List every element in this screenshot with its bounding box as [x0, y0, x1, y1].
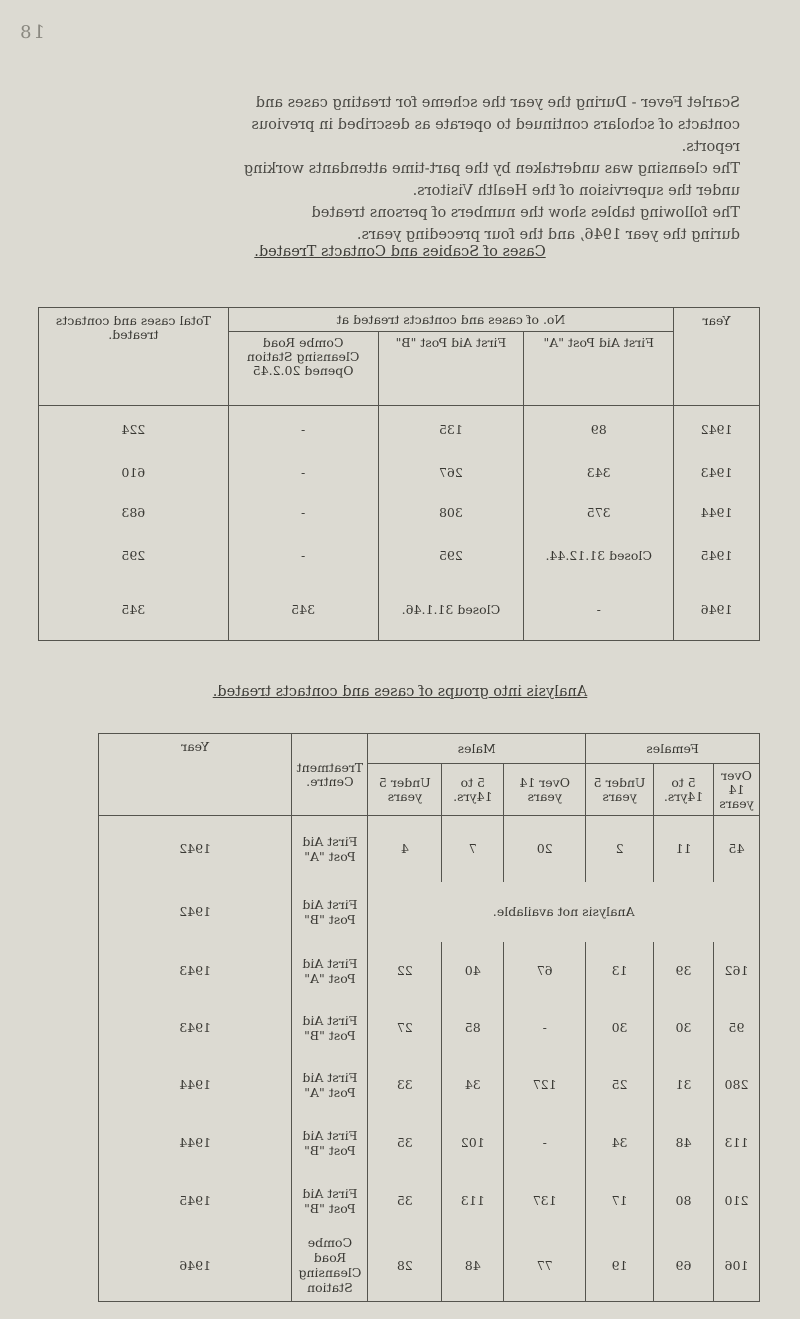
centre-cell: First Aid Post "A"	[292, 1056, 368, 1114]
analysis-table	[38, 733, 760, 1302]
male-under5-cell: 4	[368, 816, 442, 882]
centre-cell: First Aid Post "A"	[292, 942, 368, 1000]
table-row	[39, 816, 760, 882]
first-aid-a-cell: 375	[524, 493, 674, 533]
female-over14-cell: 280	[714, 1056, 760, 1114]
total-cell: 345	[39, 579, 229, 641]
male-under5-cell: 35	[368, 1114, 442, 1172]
first-aid-b-cell: 295	[378, 533, 524, 579]
male-5-14-cell: 7	[442, 816, 504, 882]
five14-header: 5 to 14yrs.	[654, 764, 714, 816]
year-cell: 1943	[98, 1000, 292, 1056]
intro-line: The following tables show the numbers of persons treated	[311, 205, 740, 221]
combe-road-header: Combe Road Cleansing Station Opened 20.2.45	[228, 332, 378, 406]
first-aid-a-cell: 89	[524, 406, 674, 453]
table-row	[39, 533, 760, 579]
intro-line: The cleansing was undertaken by the part-time attendants working	[243, 161, 740, 177]
under5-header: Under 5 years	[368, 764, 442, 816]
table-row	[39, 1114, 760, 1172]
female-5-14-cell: 39	[654, 942, 714, 1000]
total-cell: 683	[39, 493, 229, 533]
centre-cell: Combe Road Cleansing Station	[292, 1230, 368, 1302]
table-row	[39, 1000, 760, 1056]
female-under5-cell: 13	[586, 942, 654, 1000]
table-row	[39, 882, 760, 942]
year-cell: 1944	[98, 1056, 292, 1114]
table-row	[39, 1172, 760, 1230]
combe-road-cell: -	[228, 406, 378, 453]
year-cell: 1942	[674, 406, 760, 453]
intro-text	[50, 92, 740, 246]
female-5-14-cell: 30	[654, 1000, 714, 1056]
total-header: Total cases and contacts treated.	[39, 308, 229, 406]
first-aid-b-cell: 267	[378, 453, 524, 493]
intro-line: Scarlet Fever - During the year the scheme for treating cases and	[255, 95, 740, 111]
combe-road-cell: -	[228, 493, 378, 533]
females-header: Females	[586, 734, 760, 764]
male-over14-cell: -	[504, 1114, 586, 1172]
male-under5-cell: 35	[368, 1172, 442, 1230]
year-cell: 1943	[674, 453, 760, 493]
over14-header: Over 14 years	[714, 764, 760, 816]
table1-caption: Cases of Scabies and Contacts Treated.	[254, 244, 546, 260]
male-under5-cell: 27	[368, 1000, 442, 1056]
year-cell: 1946	[674, 579, 760, 641]
male-under5-cell: 33	[368, 1056, 442, 1114]
year-cell: 1944	[674, 493, 760, 533]
female-under5-cell: 17	[586, 1172, 654, 1230]
group-header: No. of cases and contacts treated at	[228, 308, 673, 332]
male-5-14-cell: 85	[442, 1000, 504, 1056]
female-over14-cell: 210	[714, 1172, 760, 1230]
female-under5-cell: 30	[586, 1000, 654, 1056]
female-5-14-cell: 69	[654, 1230, 714, 1302]
female-under5-cell: 2	[586, 816, 654, 882]
table-row	[39, 453, 760, 493]
table-row	[39, 1056, 760, 1114]
first-aid-a-cell: Closed 31.12.44.	[524, 533, 674, 579]
combe-road-cell: 345	[228, 579, 378, 641]
table-row	[39, 942, 760, 1000]
centre-header: Treatment Centre.	[292, 734, 368, 816]
scabies-treated-table	[38, 307, 760, 641]
female-over14-cell: 162	[714, 942, 760, 1000]
year-cell: 1942	[98, 882, 292, 942]
male-5-14-cell: 113	[442, 1172, 504, 1230]
intro-line: contacts of scholars continued to operate as described in previous	[251, 117, 740, 133]
table-row	[39, 493, 760, 533]
female-over14-cell: 113	[714, 1114, 760, 1172]
male-over14-cell: 127	[504, 1056, 586, 1114]
table2-caption: Analysis into groups of cases and contacts treated.	[212, 684, 588, 700]
male-over14-cell: -	[504, 1000, 586, 1056]
five14-header: 5 to 14yrs.	[442, 764, 504, 816]
male-5-14-cell: 48	[442, 1230, 504, 1302]
first-aid-b-cell: Closed 31.1.46.	[378, 579, 524, 641]
female-under5-cell: 25	[586, 1056, 654, 1114]
table-row	[39, 1230, 760, 1302]
centre-cell: First Aid Post "B"	[292, 1114, 368, 1172]
male-over14-cell: 77	[504, 1230, 586, 1302]
female-over14-cell: 106	[714, 1230, 760, 1302]
male-over14-cell: 20	[504, 816, 586, 882]
intro-line: under the supervision of the Health Visitors.	[412, 183, 740, 199]
female-under5-cell: 19	[586, 1230, 654, 1302]
male-over14-cell: 67	[504, 942, 586, 1000]
year-cell: 1945	[98, 1172, 292, 1230]
centre-cell: First Aid Post "B"	[292, 1000, 368, 1056]
intro-line: reports.	[681, 139, 740, 155]
table-row	[39, 406, 760, 453]
total-cell: 295	[39, 533, 229, 579]
year-header: Year	[674, 308, 760, 406]
first-aid-a-cell: -	[524, 579, 674, 641]
centre-cell: First Aid Post "B"	[292, 1172, 368, 1230]
female-5-14-cell: 80	[654, 1172, 714, 1230]
year-cell: 1943	[98, 942, 292, 1000]
centre-cell: First Aid Post "A"	[292, 816, 368, 882]
first-aid-b-cell: 135	[378, 406, 524, 453]
year-cell: 1942	[98, 816, 292, 882]
male-5-14-cell: 102	[442, 1114, 504, 1172]
table-row	[39, 579, 760, 641]
year-cell: 1945	[674, 533, 760, 579]
first-aid-a-header: First Aid Post "A"	[524, 332, 674, 406]
analysis-not-available: Analysis not available.	[368, 882, 760, 942]
over14-header: Over 14 years	[504, 764, 586, 816]
males-header: Males	[368, 734, 586, 764]
female-under5-cell: 34	[586, 1114, 654, 1172]
first-aid-b-cell: 308	[378, 493, 524, 533]
female-over14-cell: 45	[714, 816, 760, 882]
first-aid-a-cell: 343	[524, 453, 674, 493]
female-over14-cell: 95	[714, 1000, 760, 1056]
combe-road-cell: -	[228, 533, 378, 579]
year-cell: 1946	[98, 1230, 292, 1302]
male-5-14-cell: 40	[442, 942, 504, 1000]
under5-header: Under 5 years	[586, 764, 654, 816]
female-5-14-cell: 48	[654, 1114, 714, 1172]
male-5-14-cell: 34	[442, 1056, 504, 1114]
year-header: Year	[98, 734, 292, 816]
total-cell: 224	[39, 406, 229, 453]
total-cell: 610	[39, 453, 229, 493]
male-under5-cell: 22	[368, 942, 442, 1000]
female-5-14-cell: 11	[654, 816, 714, 882]
male-over14-cell: 137	[504, 1172, 586, 1230]
centre-cell: First Aid Post "B"	[292, 882, 368, 942]
combe-road-cell: -	[228, 453, 378, 493]
male-under5-cell: 28	[368, 1230, 442, 1302]
year-cell: 1944	[98, 1114, 292, 1172]
page-number: 18	[18, 22, 45, 43]
intro-line: during the year 1946, and the four preceding years.	[356, 227, 740, 243]
female-5-14-cell: 31	[654, 1056, 714, 1114]
first-aid-b-header: First Aid Post "B"	[378, 332, 524, 406]
